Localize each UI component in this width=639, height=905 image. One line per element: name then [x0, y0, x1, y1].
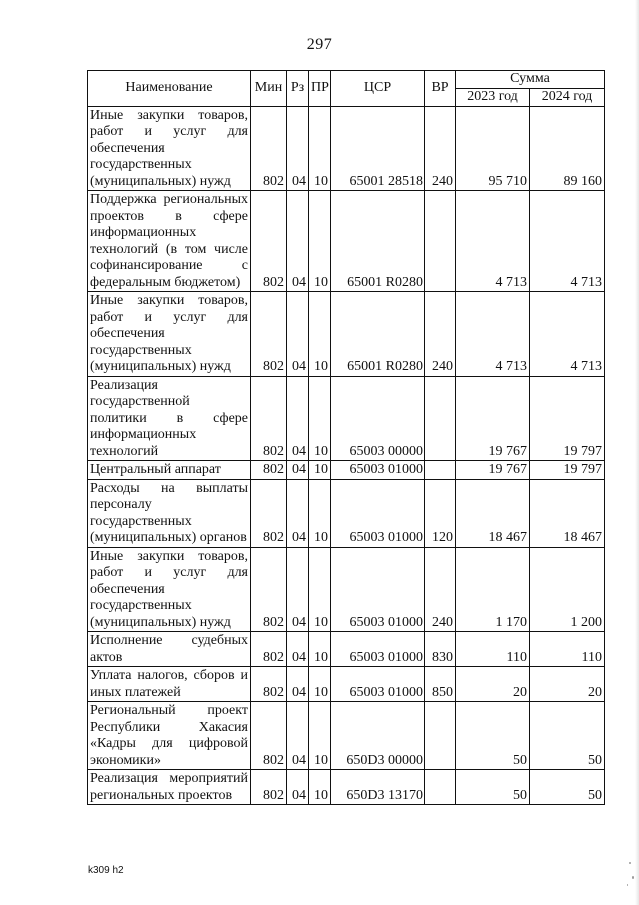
- cell-rz: 04: [287, 191, 309, 292]
- table-row: [88, 191, 605, 292]
- cell-csr: 65003 00000: [331, 376, 425, 461]
- header-name: Наименование: [88, 71, 251, 107]
- cell-csr: 65001 28518: [331, 106, 425, 191]
- cell-vr: 850: [425, 667, 456, 702]
- header-csr: ЦСР: [331, 71, 425, 107]
- header-year-2023: 2023 год: [456, 88, 530, 106]
- cell-rz: 04: [287, 292, 309, 377]
- cell-pr: 10: [309, 479, 331, 547]
- cell-vr: 240: [425, 292, 456, 377]
- cell-min: 802: [251, 667, 287, 702]
- cell-name: Иные закупки товаров, работ и услуг для обеспечения государственных (муниципальных) нужд: [88, 292, 251, 377]
- cell-2024: 4 713: [530, 191, 605, 292]
- scan-speck: [627, 884, 628, 886]
- table-row: [88, 632, 605, 667]
- cell-vr: 240: [425, 547, 456, 632]
- cell-min: 802: [251, 632, 287, 667]
- cell-csr: 65003 01000: [331, 667, 425, 702]
- cell-name: Иные закупки товаров, работ и услуг для обеспечения государственных (муниципальных) нужд: [88, 106, 251, 191]
- cell-name: Поддержка региональных проектов в сфере информационных технологий (в том числе софинансирование с федеральным бюджетом): [88, 191, 251, 292]
- cell-pr: 10: [309, 191, 331, 292]
- cell-2023: 110: [456, 632, 530, 667]
- page-number: 297: [306, 36, 333, 53]
- cell-csr: 650D3 00000: [331, 702, 425, 770]
- cell-min: 802: [251, 547, 287, 632]
- cell-min: 802: [251, 376, 287, 461]
- cell-rz: 04: [287, 547, 309, 632]
- cell-vr: [425, 191, 456, 292]
- cell-min: 802: [251, 702, 287, 770]
- cell-pr: 10: [309, 106, 331, 191]
- cell-2023: 4 713: [456, 191, 530, 292]
- cell-vr: [425, 376, 456, 461]
- cell-vr: [425, 770, 456, 805]
- cell-vr: [425, 702, 456, 770]
- cell-2024: 50: [530, 702, 605, 770]
- cell-rz: 04: [287, 479, 309, 547]
- cell-2023: 19 767: [456, 376, 530, 461]
- cell-min: 802: [251, 292, 287, 377]
- cell-2023: 95 710: [456, 106, 530, 191]
- cell-2023: 4 713: [456, 292, 530, 377]
- cell-pr: 10: [309, 547, 331, 632]
- cell-name: Региональный проект Республики Хакасия «Кадры для цифровой экономики»: [88, 702, 251, 770]
- cell-2024: 19 797: [530, 376, 605, 461]
- cell-min: 802: [251, 770, 287, 805]
- table-row: [88, 702, 605, 770]
- cell-rz: 04: [287, 376, 309, 461]
- cell-vr: 120: [425, 479, 456, 547]
- cell-2024: 19 797: [530, 461, 605, 480]
- cell-2024: 89 160: [530, 106, 605, 191]
- scan-edge: [635, 0, 639, 905]
- cell-2023: 18 467: [456, 479, 530, 547]
- cell-pr: 10: [309, 376, 331, 461]
- cell-name: Иные закупки товаров, работ и услуг для обеспечения государственных (муниципальных) нужд: [88, 547, 251, 632]
- cell-2023: 19 767: [456, 461, 530, 480]
- budget-table: [87, 70, 605, 805]
- cell-rz: 04: [287, 770, 309, 805]
- cell-2023: 20: [456, 667, 530, 702]
- table-row: [88, 106, 605, 191]
- cell-min: 802: [251, 461, 287, 480]
- cell-pr: 10: [309, 770, 331, 805]
- cell-vr: 240: [425, 106, 456, 191]
- cell-csr: 65003 01000: [331, 547, 425, 632]
- header-pr: ПР: [309, 71, 331, 107]
- cell-min: 802: [251, 191, 287, 292]
- cell-csr: 650D3 13170: [331, 770, 425, 805]
- cell-pr: 10: [309, 667, 331, 702]
- cell-name: Расходы на выплаты персоналу государственных (муниципальных) органов: [88, 479, 251, 547]
- cell-2024: 18 467: [530, 479, 605, 547]
- cell-vr: [425, 461, 456, 480]
- cell-name: Исполнение судебных актов: [88, 632, 251, 667]
- cell-name: Реализация государственной политики в сфере информационных технологий: [88, 376, 251, 461]
- table-row: [88, 547, 605, 632]
- table-row: [88, 770, 605, 805]
- cell-2023: 50: [456, 770, 530, 805]
- cell-min: 802: [251, 106, 287, 191]
- cell-name: Уплата налогов, сборов и иных платежей: [88, 667, 251, 702]
- cell-pr: 10: [309, 702, 331, 770]
- cell-2024: 4 713: [530, 292, 605, 377]
- header-vr: ВР: [425, 71, 456, 107]
- scan-speck: [632, 876, 634, 879]
- cell-2023: 1 170: [456, 547, 530, 632]
- cell-rz: 04: [287, 702, 309, 770]
- cell-2024: 1 200: [530, 547, 605, 632]
- cell-csr: 65001 R0280: [331, 292, 425, 377]
- cell-name: Реализация мероприятий региональных проектов: [88, 770, 251, 805]
- cell-2024: 20: [530, 667, 605, 702]
- scan-speck: [629, 862, 631, 864]
- cell-rz: 04: [287, 632, 309, 667]
- cell-2023: 50: [456, 702, 530, 770]
- cell-rz: 04: [287, 461, 309, 480]
- cell-csr: 65003 01000: [331, 479, 425, 547]
- table-row: [88, 376, 605, 461]
- table-row: [88, 479, 605, 547]
- header-rz: Рз: [287, 71, 309, 107]
- cell-csr: 65003 01000: [331, 632, 425, 667]
- cell-min: 802: [251, 479, 287, 547]
- cell-pr: 10: [309, 461, 331, 480]
- table-row: [88, 667, 605, 702]
- cell-pr: 10: [309, 292, 331, 377]
- cell-vr: 830: [425, 632, 456, 667]
- header-min: Мин: [251, 71, 287, 107]
- cell-csr: 65003 01000: [331, 461, 425, 480]
- cell-rz: 04: [287, 106, 309, 191]
- header-sum: Сумма: [456, 71, 605, 89]
- cell-2024: 50: [530, 770, 605, 805]
- footer-code: k309 h2: [88, 865, 124, 876]
- cell-csr: 65001 R0280: [331, 191, 425, 292]
- cell-2024: 110: [530, 632, 605, 667]
- table-row: [88, 292, 605, 377]
- cell-name: Центральный аппарат: [88, 461, 251, 480]
- cell-pr: 10: [309, 632, 331, 667]
- cell-rz: 04: [287, 667, 309, 702]
- header-year-2024: 2024 год: [530, 88, 605, 106]
- table-row: [88, 461, 605, 480]
